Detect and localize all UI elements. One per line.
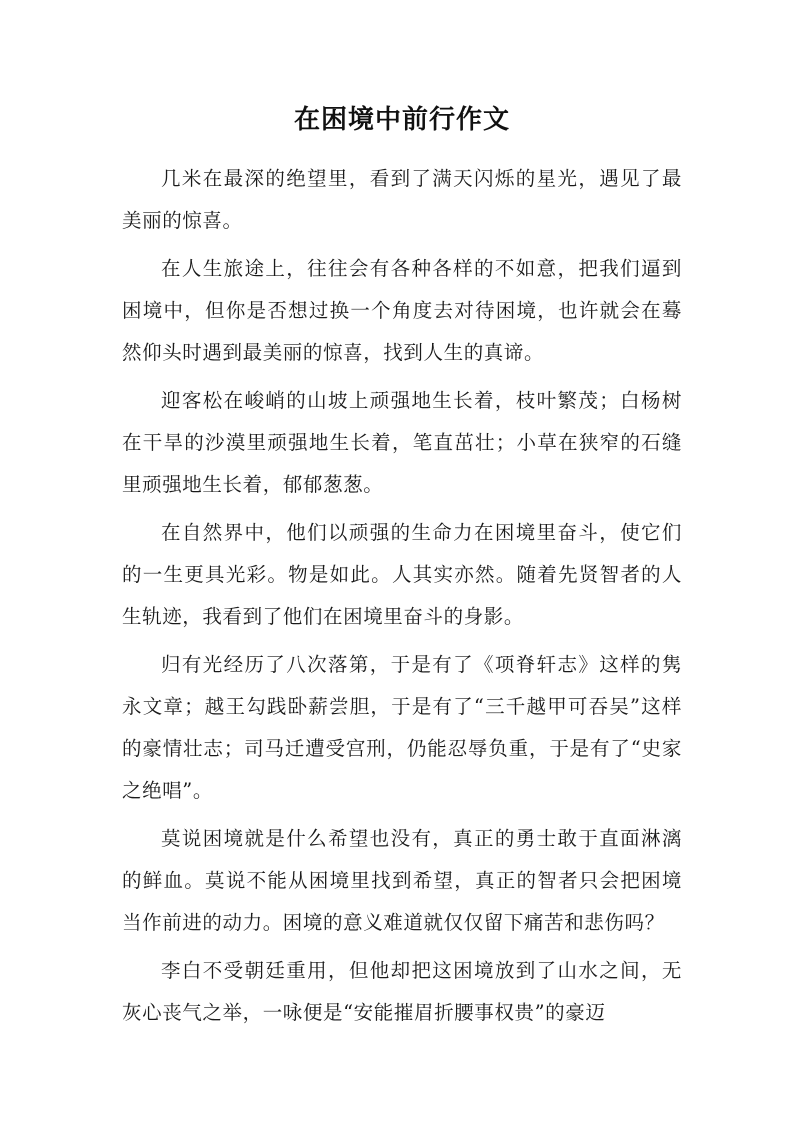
paragraph-7: 李白不受朝廷重用，但他却把这困境放到了山水之间，无灰心丧气之举，一咏便是“安能摧眉折腰事权贵”的豪迈 <box>122 959 682 1024</box>
paragraph-4: 在自然界中，他们以顽强的生命力在困境里奋斗，使它们的一生更具光彩。物是如此。人其实亦然。随着先贤智者的人生轨迹，我看到了他们在困境里奋斗的身影。 <box>122 521 682 628</box>
paragraph-3: 迎客松在峻峭的山坡上顽强地生长着，枝叶繁茂；白杨树在干旱的沙漠里顽强地生长着，笔直茁壮；小草在狭窄的石缝里顽强地生长着，郁郁葱葱。 <box>122 389 682 496</box>
paragraph-1: 几米在最深的绝望里，看到了满天闪烁的星光，遇见了最美丽的惊喜。 <box>122 167 682 232</box>
document-title: 在困境中前行作文 <box>293 105 510 135</box>
paragraph-5: 归有光经历了八次落第，于是有了《项脊轩志》这样的隽永文章；越王勾践卧薪尝胆，于是有了“三千越甲可吞吴”这样的豪情壮志；司马迁遭受宫刑，仍能忍辱负重，于是有了“史家之绝唱”。 <box>122 653 682 802</box>
paragraph-6: 莫说困境就是什么希望也没有，真正的勇士敢于直面淋漓的鲜血。莫说不能从困境里找到希望，真正的智者只会把困境当作前进的动力。困境的意义难道就仅仅留下痛苦和悲伤吗？ <box>122 827 682 934</box>
paragraph-2: 在人生旅途上，往往会有各种各样的不如意，把我们逼到困境中，但你是否想过换一个角度去对待困境，也许就会在蓦然仰头时遇到最美丽的惊喜，找到人生的真谛。 <box>122 257 682 364</box>
